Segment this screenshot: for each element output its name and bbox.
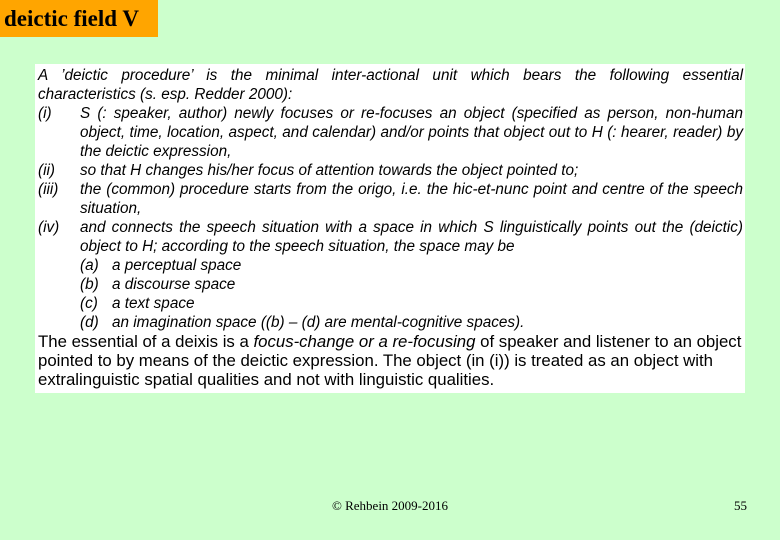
item-text: and connects the speech situation with a space in which S linguistically points out the (deictic) object to H; according to the speech situation, the space may be [80, 219, 743, 255]
list-item [38, 161, 743, 180]
copyright-footer: © Rehbein 2009-2016 [331, 498, 449, 513]
paragraph-prefix: The essential of a deixis is a [38, 332, 254, 351]
deixis-paragraph [38, 332, 743, 389]
sub-list-item [38, 256, 743, 275]
list-item [38, 104, 743, 161]
subitem-text: a discourse space [112, 276, 236, 293]
subitem-letter: (b) [80, 276, 99, 293]
item-number: (iv) [38, 219, 60, 236]
subitem-text: a text space [112, 295, 195, 312]
subitem-text: an imagination space ((b) – (d) are mental-cognitive spaces). [112, 314, 525, 331]
sub-list-item [38, 313, 743, 332]
paragraph-suffix: of speaker and listener to an object pointed to by means of the deictic expression. The object (in (i)) is treated as an object with extralinguistic spatial qualities and not with linguistic qualities. [38, 332, 742, 389]
item-number: (i) [38, 105, 52, 122]
sub-list-item [38, 294, 743, 313]
list-item [38, 218, 743, 256]
subitem-letter: (a) [80, 257, 99, 274]
subitem-text: a perceptual space [112, 257, 242, 274]
item-text: the (common) procedure starts from the origo, i.e. the hic-et-nunc point and centre of the speech situation, [80, 181, 743, 217]
sub-list-item [38, 275, 743, 294]
subitem-letter: (c) [80, 295, 98, 312]
page-number: 55 [734, 498, 747, 513]
paragraph-italic-phrase: focus-change or a re-focusing [253, 332, 476, 351]
item-text: so that H changes his/her focus of attention towards the object pointed to; [80, 162, 579, 179]
slide-title: deictic field V [0, 0, 158, 37]
item-text: S (: speaker, author) newly focuses or re-focuses an object (specified as person, non-human object, time, location, aspect, and calendar) and/or points that object out to H (: hearer, reader) by the deictic expression, [80, 105, 743, 160]
subitem-letter: (d) [80, 314, 99, 331]
definition-text-box [35, 64, 745, 393]
intro-line-1: A ’deictic procedure’ is the minimal inter-actional unit which bears the following essential [38, 67, 743, 84]
item-number: (iii) [38, 181, 59, 198]
list-item [38, 180, 743, 218]
intro-line-2: characteristics (s. esp. Redder 2000): [38, 86, 293, 103]
item-number: (ii) [38, 162, 55, 179]
